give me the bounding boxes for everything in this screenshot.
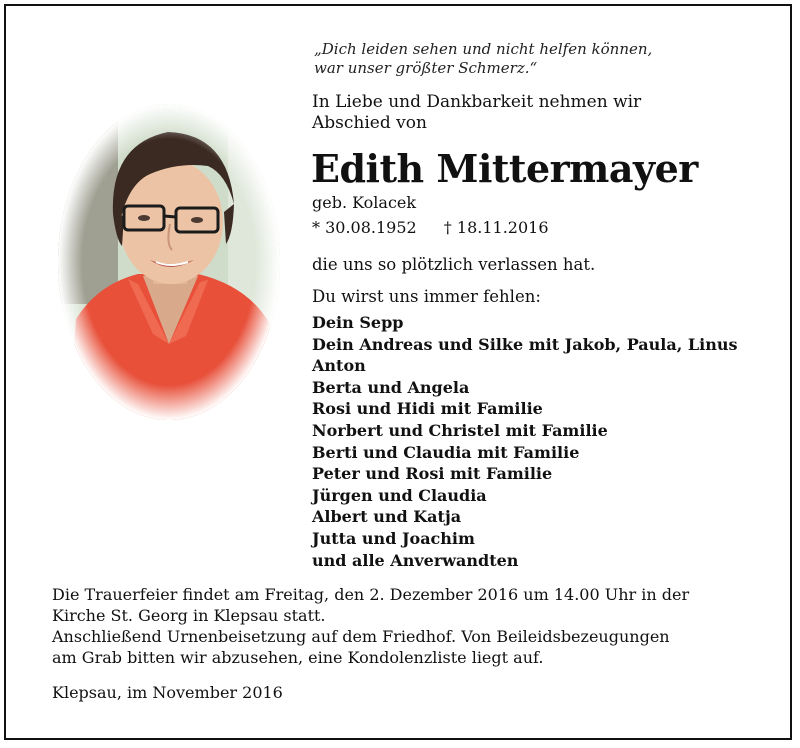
funeral-line-4: am Grab bitten wir abzusehen, eine Kondolenzliste liegt auf. — [52, 648, 544, 667]
mourner-item: Dein Andreas und Silke mit Jakob, Paula, Linus — [312, 334, 738, 354]
quote — [314, 40, 652, 78]
intro-line-1: In Liebe und Dankbarkeit nehmen wir — [312, 92, 642, 112]
mourner-item: Norbert und Christel mit Familie — [312, 420, 608, 440]
funeral-line-2: Kirche St. Georg in Klepsau statt. — [52, 606, 326, 625]
mourner-item: Anton — [312, 356, 366, 376]
quote-line-2: war unser größter Schmerz.“ — [314, 59, 538, 77]
life-dates — [312, 218, 549, 238]
mourner-item: und alle Anverwandten — [312, 550, 519, 570]
mourner-item: Jürgen und Claudia — [312, 485, 487, 505]
funeral-line-3: Anschließend Urnenbeisetzung auf dem Friedhof. Von Beileidsbezeugungen — [52, 627, 670, 646]
funeral-line-1: Die Trauerfeier findet am Freitag, den 2. Dezember 2016 um 14.00 Uhr in der — [52, 585, 690, 604]
death-date: † 18.11.2016 — [443, 218, 549, 237]
mourner-item: Peter und Rosi mit Familie — [312, 464, 553, 484]
mourner-item: Albert und Katja — [312, 507, 462, 527]
sudden-text: die uns so plötzlich verlassen hat. — [312, 255, 596, 274]
mourner-item: Berti und Claudia mit Familie — [312, 442, 580, 462]
portrait-photo — [58, 104, 280, 420]
maiden-name: geb. Kolacek — [312, 193, 417, 212]
mourner-item: Jutta und Joachim — [312, 528, 475, 548]
place-date: Klepsau, im November 2016 — [52, 683, 283, 702]
mourners-list — [312, 312, 737, 571]
birth-date: * 30.08.1952 — [312, 218, 417, 237]
quote-line-1: „Dich leiden sehen und nicht helfen können, — [314, 40, 653, 58]
miss-text: Du wirst uns immer fehlen: — [312, 287, 541, 306]
mourner-item: Rosi und Hidi mit Familie — [312, 399, 543, 419]
mourner-item: Dein Sepp — [312, 313, 404, 332]
intro-line-2: Abschied von — [312, 113, 427, 133]
funeral-info — [52, 584, 742, 668]
intro-text — [312, 92, 641, 134]
deceased-name: Edith Mittermayer — [311, 146, 698, 191]
mourner-item: Berta und Angela — [312, 377, 470, 397]
